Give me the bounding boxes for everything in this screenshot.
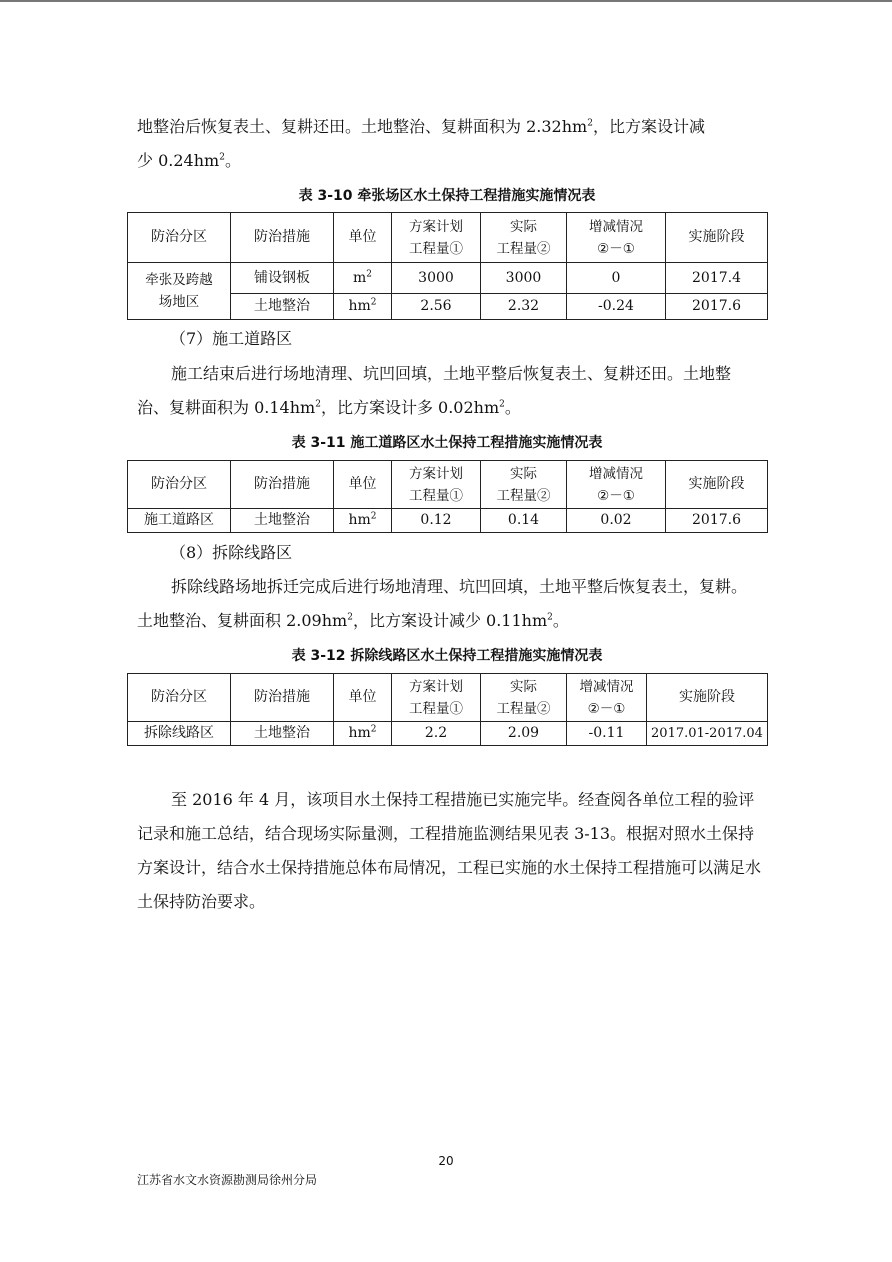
measure-cell: 土地整治 bbox=[231, 509, 334, 533]
stage-cell: 2017.4 bbox=[666, 263, 768, 294]
intro-line-1: 地整治后恢复表土、复耕还田。土地整治、复耕面积为 $2.32hm^2$，比方案设计减 bbox=[137, 117, 705, 136]
intro-paragraph bbox=[137, 110, 762, 178]
table-row bbox=[128, 722, 768, 746]
unit-cell: $hm^2$ bbox=[334, 294, 392, 320]
actual-cell: 3000 bbox=[481, 263, 567, 294]
header-unit: 单位 bbox=[334, 213, 392, 263]
table-3-10 bbox=[127, 212, 768, 320]
change-cell: 0 bbox=[567, 263, 666, 294]
unit-cell: $m^2$ bbox=[334, 263, 392, 294]
header-stage: 实施阶段 bbox=[666, 213, 768, 263]
header-zone: 防治分区 bbox=[128, 461, 231, 509]
header-measure: 防治措施 bbox=[231, 674, 334, 722]
zone-cell: 牵张及跨越 场地区 bbox=[128, 263, 231, 320]
page-number: 20 bbox=[438, 1154, 454, 1168]
change-cell: -0.24 bbox=[567, 294, 666, 320]
change-cell: 0.02 bbox=[567, 509, 666, 533]
table-3-11 bbox=[127, 460, 768, 533]
stage-cell: 2017.6 bbox=[666, 509, 768, 533]
header-actual: 实际 工程量② bbox=[481, 213, 567, 263]
table-row bbox=[128, 509, 768, 533]
zone-cell: 拆除线路区 bbox=[128, 722, 231, 746]
header-unit: 单位 bbox=[334, 461, 392, 509]
measure-cell: 铺设钢板 bbox=[231, 263, 334, 294]
table-header-row bbox=[128, 213, 768, 263]
measure-cell: 土地整治 bbox=[231, 294, 334, 320]
header-unit: 单位 bbox=[334, 674, 392, 722]
table-3-11-caption: 表 3-11 施工道路区水土保持工程措施实施情况表 bbox=[291, 435, 603, 451]
plan-cell: 2.56 bbox=[392, 294, 481, 320]
section-7-title: （7）施工道路区 bbox=[170, 329, 293, 348]
header-measure: 防治措施 bbox=[231, 213, 334, 263]
top-border-line bbox=[0, 0, 892, 2]
stage-cell: 2017.6 bbox=[666, 294, 768, 320]
intro-line-2: 少 $0.24hm^2$。 bbox=[137, 151, 241, 170]
table-row bbox=[128, 263, 768, 294]
header-actual: 实际 工程量② bbox=[481, 674, 567, 722]
actual-cell: 2.32 bbox=[481, 294, 567, 320]
header-zone: 防治分区 bbox=[128, 674, 231, 722]
table-header-row bbox=[128, 674, 768, 722]
table-3-10-caption: 表 3-10 牵张场区水土保持工程措施实施情况表 bbox=[298, 188, 596, 204]
actual-cell: 2.09 bbox=[481, 722, 567, 746]
section-8-title: （8）拆除线路区 bbox=[170, 543, 293, 562]
section-8-paragraph: 拆除线路场地拆迁完成后进行场地清理、坑凹回填，土地平整后恢复表土，复耕。土地整治、复耕面积 $2.09hm^2$，比方案设计减少 $0.11hm^2$。 bbox=[137, 577, 748, 630]
table-header-row bbox=[128, 461, 768, 509]
table-3-12 bbox=[127, 673, 768, 746]
summary-paragraph: 至 2016 年 4 月，该项目水土保持工程措施已实施完毕。经查阅各单位工程的验评记录和施工总结，结合现场实际量测，工程措施监测结果见表 3-13。根据对照水土保持方案设计，结合水土保持措施总体布局情况，工程已实施的水土保持工程措施可以满足水土保持防治要求。 bbox=[137, 790, 762, 911]
header-measure: 防治措施 bbox=[231, 461, 334, 509]
plan-cell: 0.12 bbox=[392, 509, 481, 533]
header-stage: 实施阶段 bbox=[666, 461, 768, 509]
unit-cell: $hm^2$ bbox=[334, 509, 392, 533]
header-change: 增减情况 ②－① bbox=[567, 461, 666, 509]
actual-cell: 0.14 bbox=[481, 509, 567, 533]
header-change: 增减情况 ②－① bbox=[567, 674, 647, 722]
footer-organization: 江苏省水文水资源勘测局徐州分局 bbox=[137, 1173, 318, 1187]
section-7-paragraph: 施工结束后进行场地清理、坑凹回填，土地平整后恢复表土、复耕还田。土地整治、复耕面积为 $0.14hm^2$，比方案设计多 $0.02hm^2$。 bbox=[137, 364, 732, 417]
zone-cell: 施工道路区 bbox=[128, 509, 231, 533]
plan-cell: 3000 bbox=[392, 263, 481, 294]
header-change: 增减情况 ②－① bbox=[567, 213, 666, 263]
header-plan: 方案计划 工程量① bbox=[392, 213, 481, 263]
header-zone: 防治分区 bbox=[128, 213, 231, 263]
measure-cell: 土地整治 bbox=[231, 722, 334, 746]
change-cell: -0.11 bbox=[567, 722, 647, 746]
unit-cell: $hm^2$ bbox=[334, 722, 392, 746]
header-plan: 方案计划 工程量① bbox=[392, 674, 481, 722]
plan-cell: 2.2 bbox=[392, 722, 481, 746]
header-plan: 方案计划 工程量① bbox=[392, 461, 481, 509]
stage-cell: 2017.01-2017.04 bbox=[647, 722, 768, 746]
header-stage: 实施阶段 bbox=[647, 674, 768, 722]
table-3-12-caption: 表 3-12 拆除线路区水土保持工程措施实施情况表 bbox=[291, 648, 603, 664]
header-actual: 实际 工程量② bbox=[481, 461, 567, 509]
